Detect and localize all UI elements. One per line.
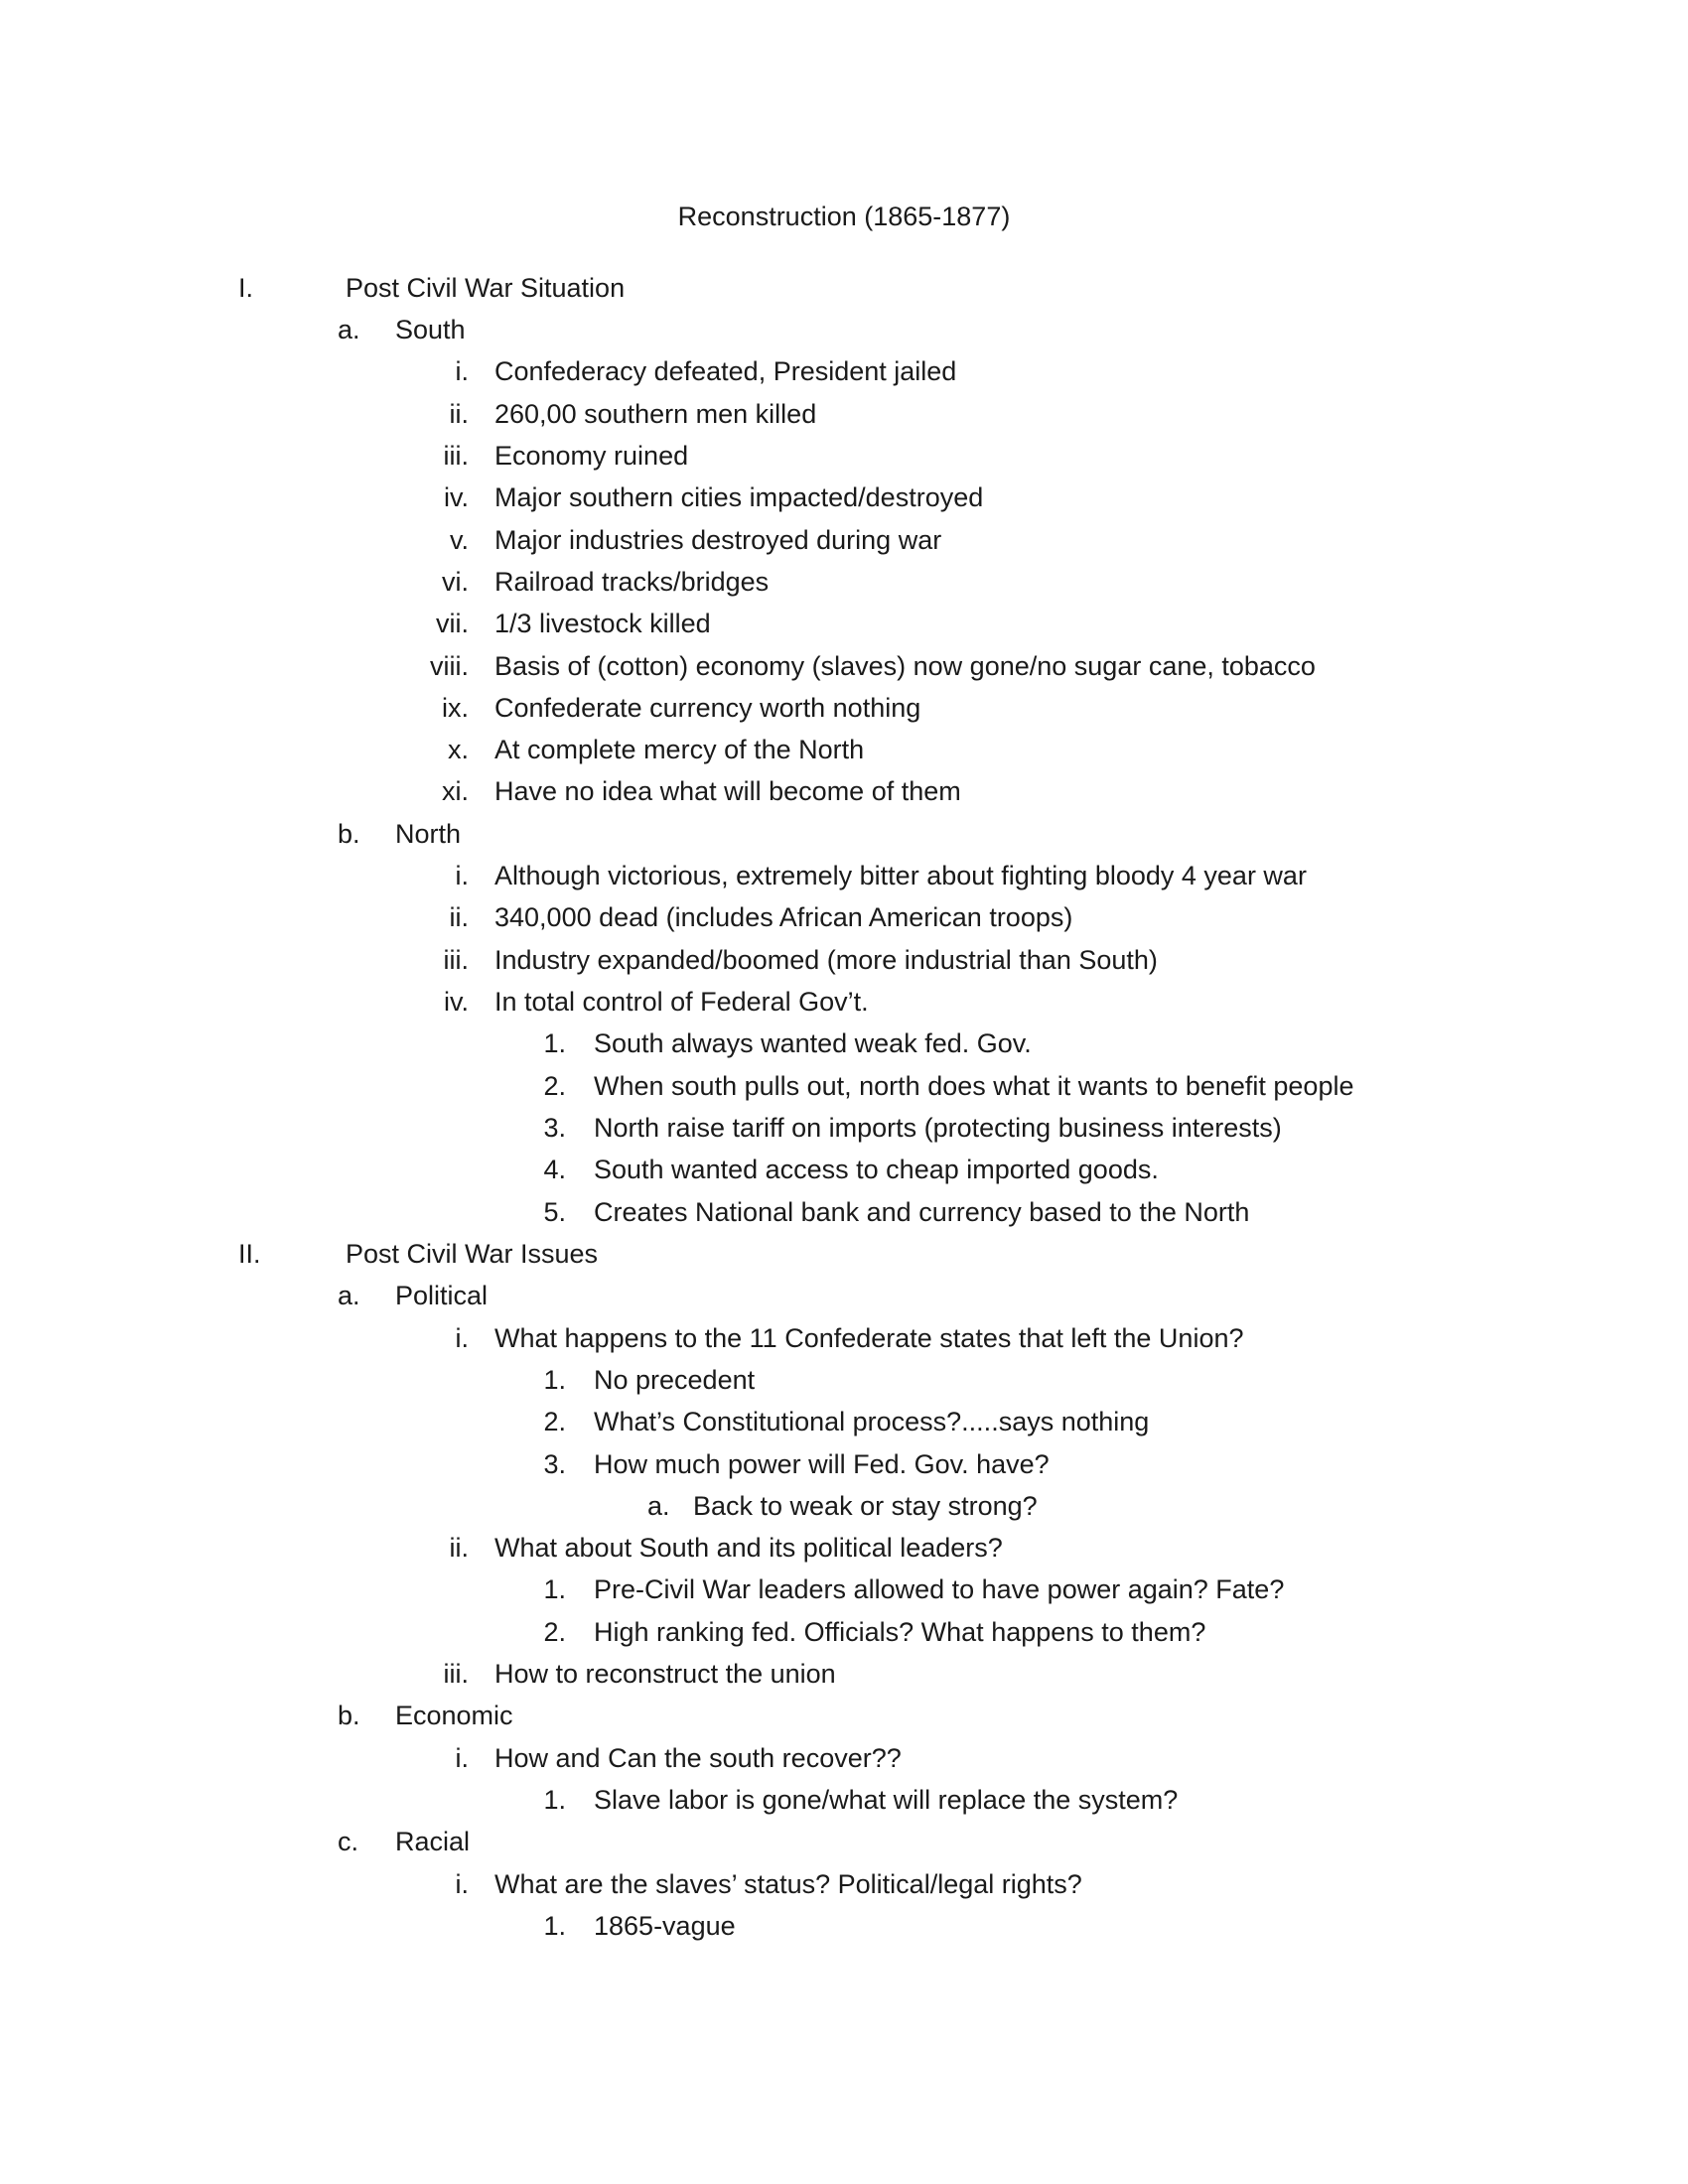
outline-marker: 1.	[543, 1911, 566, 1941]
outline-text: Railroad tracks/bridges	[494, 567, 770, 597]
outline-text: What’s Constitutional process?.....says nothing	[594, 1407, 1150, 1436]
outline-marker: iv.	[444, 987, 469, 1017]
outline-marker: vii.	[436, 609, 469, 638]
outline-marker: 2.	[543, 1071, 566, 1101]
outline-text: 340,000 dead (includes African American troops)	[494, 902, 1073, 932]
outline-text: Confederate currency worth nothing	[494, 693, 921, 723]
page-title: Reconstruction (1865-1877)	[677, 202, 1011, 231]
outline-marker: ii.	[449, 1533, 469, 1563]
outline-marker: a.	[338, 1281, 360, 1310]
outline-marker: b.	[338, 1701, 360, 1730]
outline-marker: xi.	[442, 776, 469, 806]
outline-marker: I.	[238, 273, 254, 303]
outline-marker: 2.	[543, 1617, 566, 1647]
outline-marker: x.	[447, 735, 469, 764]
outline-marker: b.	[338, 819, 360, 849]
outline-marker: 1.	[543, 1785, 566, 1815]
outline-marker: ii.	[449, 399, 469, 429]
outline-text: Back to weak or stay strong?	[693, 1491, 1038, 1521]
outline-text: Economic	[395, 1701, 513, 1730]
outline-text: South always wanted weak fed. Gov.	[594, 1028, 1032, 1058]
outline-text: What happens to the 11 Confederate states that left the Union?	[494, 1323, 1244, 1353]
outline-marker: 3.	[543, 1113, 566, 1143]
outline-marker: 1.	[543, 1574, 566, 1604]
outline-text: Economy ruined	[494, 441, 689, 471]
outline-text: South wanted access to cheap imported goods.	[594, 1155, 1159, 1184]
outline-marker: ii.	[449, 902, 469, 932]
outline-marker: i.	[455, 1323, 469, 1353]
outline-marker: vi.	[442, 567, 469, 597]
outline-text: Major southern cities impacted/destroyed	[494, 482, 984, 512]
outline-marker: i.	[455, 861, 469, 890]
outline-marker: 1.	[543, 1365, 566, 1395]
outline-marker: i.	[455, 356, 469, 386]
outline-marker: ix.	[442, 693, 469, 723]
outline-text: Although victorious, extremely bitter about fighting bloody 4 year war	[494, 861, 1307, 890]
outline-marker: 5.	[543, 1197, 566, 1227]
outline-marker: 1.	[543, 1028, 566, 1058]
outline-text: Political	[395, 1281, 489, 1310]
outline-text: What about South and its political leaders?	[494, 1533, 1003, 1563]
outline-marker: 4.	[543, 1155, 566, 1184]
outline-text: How much power will Fed. Gov. have?	[594, 1449, 1050, 1479]
outline-text: 1/3 livestock killed	[494, 609, 711, 638]
outline-text: 260,00 southern men killed	[494, 399, 817, 429]
outline-marker: i.	[455, 1869, 469, 1899]
outline-marker: iii.	[443, 945, 469, 975]
outline-text: Confederacy defeated, President jailed	[494, 356, 957, 386]
outline-text: South	[395, 315, 466, 344]
outline-text: At complete mercy of the North	[494, 735, 865, 764]
outline-text: Creates National bank and currency based to the North	[594, 1197, 1250, 1227]
outline-text: 1865-vague	[594, 1911, 736, 1941]
outline-marker: a.	[338, 315, 360, 344]
outline-text: Racial	[395, 1827, 471, 1856]
outline-text: Industry expanded/boomed (more industrial than South)	[494, 945, 1158, 975]
outline-text: Basis of (cotton) economy (slaves) now gone/no sugar cane, tobacco	[494, 651, 1316, 681]
outline-text: North	[395, 819, 462, 849]
outline-marker: a.	[647, 1491, 670, 1521]
outline-marker: 2.	[543, 1407, 566, 1436]
outline-marker: i.	[455, 1743, 469, 1773]
outline-marker: iii.	[443, 441, 469, 471]
outline-text: Slave labor is gone/what will replace the system?	[594, 1785, 1179, 1815]
outline-text: How to reconstruct the union	[494, 1659, 836, 1689]
outline-marker: v.	[450, 525, 469, 555]
outline-text: Major industries destroyed during war	[494, 525, 942, 555]
outline-text: No precedent	[594, 1365, 756, 1395]
outline-text: Pre-Civil War leaders allowed to have power again? Fate?	[594, 1574, 1285, 1604]
outline-marker: c.	[338, 1827, 359, 1856]
outline-text: Post Civil War Situation	[346, 273, 626, 303]
outline-text: In total control of Federal Gov’t.	[494, 987, 869, 1017]
outline-text: How and Can the south recover??	[494, 1743, 902, 1773]
outline-marker: II.	[238, 1239, 261, 1269]
outline-marker: iv.	[444, 482, 469, 512]
outline-marker: iii.	[443, 1659, 469, 1689]
outline-marker: 3.	[543, 1449, 566, 1479]
outline-marker: viii.	[430, 651, 469, 681]
outline-text: Post Civil War Issues	[346, 1239, 599, 1269]
outline-text: North raise tariff on imports (protecting business interests)	[594, 1113, 1282, 1143]
outline-text: What are the slaves’ status? Political/legal rights?	[494, 1869, 1082, 1899]
outline-text: Have no idea what will become of them	[494, 776, 961, 806]
outline-text: High ranking fed. Officials? What happens to them?	[594, 1617, 1206, 1647]
outline-text: When south pulls out, north does what it wants to benefit people	[594, 1071, 1354, 1101]
